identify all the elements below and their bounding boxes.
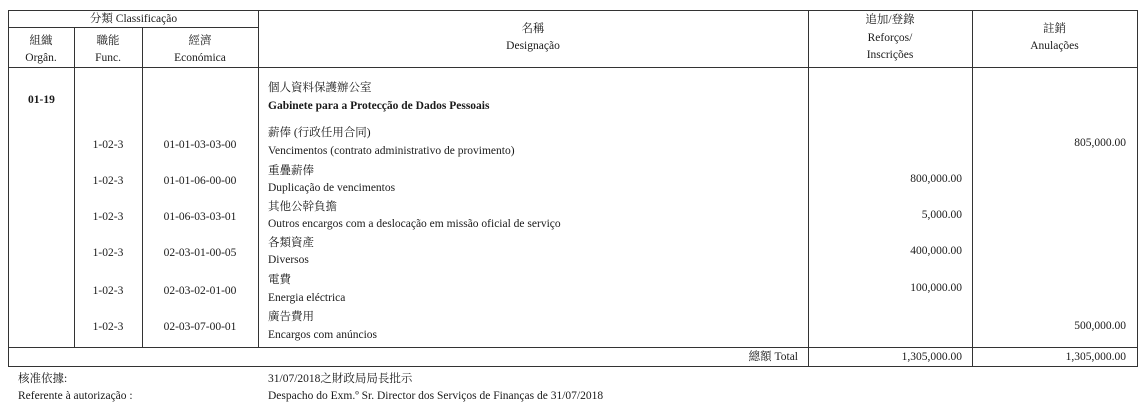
row-desig-pt: Energia eléctrica	[268, 292, 346, 304]
rule-top	[8, 10, 1138, 11]
header-func-pt: Func.	[95, 52, 121, 64]
row-econ: 01-01-03-03-00	[163, 139, 237, 151]
header-desig-zh: 名稱	[521, 23, 545, 35]
row-desig-pt: Diversos	[268, 254, 309, 266]
rule-total-bottom	[8, 366, 1138, 367]
row-func: 1-02-3	[92, 285, 124, 297]
table-row	[0, 162, 1144, 196]
footer-label-zh: 核准依據:	[18, 373, 68, 385]
row-func: 1-02-3	[92, 139, 124, 151]
row-desig-zh: 電費	[268, 274, 291, 286]
row-anulacao: 805,000.00	[1074, 137, 1126, 149]
header-econ-pt: Económica	[174, 52, 226, 64]
row-desig-zh: 各類資產	[268, 237, 314, 249]
row-desig-zh: 其他公幹負擔	[268, 201, 337, 213]
rule-body-bottom	[8, 347, 1138, 348]
header-organ-zh: 組織	[29, 35, 53, 47]
header-organ-pt: Orgân.	[25, 52, 57, 64]
table-row	[0, 126, 1144, 160]
row-desig-zh: 廣告費用	[268, 311, 314, 323]
row-func: 1-02-3	[92, 211, 124, 223]
organ-name-zh: 個人資料保護辦公室	[268, 82, 372, 94]
header-anul-pt: Anulações	[1030, 40, 1079, 52]
header-func-zh: 職能	[96, 35, 120, 47]
row-econ: 02-03-02-01-00	[163, 285, 237, 297]
row-func: 1-02-3	[92, 321, 124, 333]
row-desig-pt: Outros encargos com a deslocação em missão oficial de serviço	[268, 218, 561, 230]
header-reforco-zh: 追加/登錄	[865, 14, 915, 26]
table-row	[0, 270, 1144, 304]
row-reforco: 100,000.00	[910, 282, 962, 294]
header-reforco-pt1: Reforços/	[867, 32, 913, 44]
organ-code: 01-19	[28, 94, 55, 106]
header-reforco-pt2: Inscrições	[866, 49, 914, 61]
organ-name-pt: Gabinete para a Protecção de Dados Pessoais	[268, 100, 490, 112]
total-label: 總額 Total	[748, 351, 798, 363]
row-econ: 01-01-06-00-00	[163, 175, 237, 187]
table-row	[0, 308, 1144, 342]
row-desig-zh: 薪俸 (行政任用合同)	[268, 127, 371, 139]
table-row	[0, 198, 1144, 232]
row-reforco: 5,000.00	[921, 209, 962, 221]
row-econ: 01-06-03-03-01	[163, 211, 237, 223]
total-reforco: 1,305,000.00	[901, 351, 962, 363]
row-reforco: 400,000.00	[910, 245, 962, 257]
row-reforco: 800,000.00	[910, 173, 962, 185]
rule-header-bottom	[8, 67, 1138, 68]
row-econ: 02-03-01-00-05	[163, 247, 237, 259]
row-desig-pt: Vencimentos (contrato administrativo de provimento)	[268, 145, 515, 157]
row-func: 1-02-3	[92, 247, 124, 259]
footer-text-pt: Despacho do Exm.º Sr. Director dos Serviços de Finanças de 31/07/2018	[268, 390, 604, 402]
footer-text-zh: 31/07/2018之財政局局長批示	[268, 373, 413, 385]
row-desig-zh: 重疊薪俸	[268, 165, 314, 177]
row-desig-pt: Duplicação de vencimentos	[268, 182, 396, 194]
rule-classification	[8, 27, 259, 28]
header-classification: 分類 Classificação	[89, 13, 178, 25]
row-econ: 02-03-07-00-01	[163, 321, 237, 333]
row-func: 1-02-3	[92, 175, 124, 187]
header-anul-zh: 註銷	[1043, 23, 1066, 35]
table-row	[0, 234, 1144, 268]
header-desig-pt: Designação	[506, 40, 560, 52]
row-desig-pt: Encargos com anúncios	[268, 329, 378, 341]
footer-label-pt: Referente à autorização :	[18, 390, 133, 402]
header-econ-zh: 經濟	[188, 35, 212, 47]
total-anulacao: 1,305,000.00	[1065, 351, 1126, 363]
row-anulacao: 500,000.00	[1074, 320, 1126, 332]
